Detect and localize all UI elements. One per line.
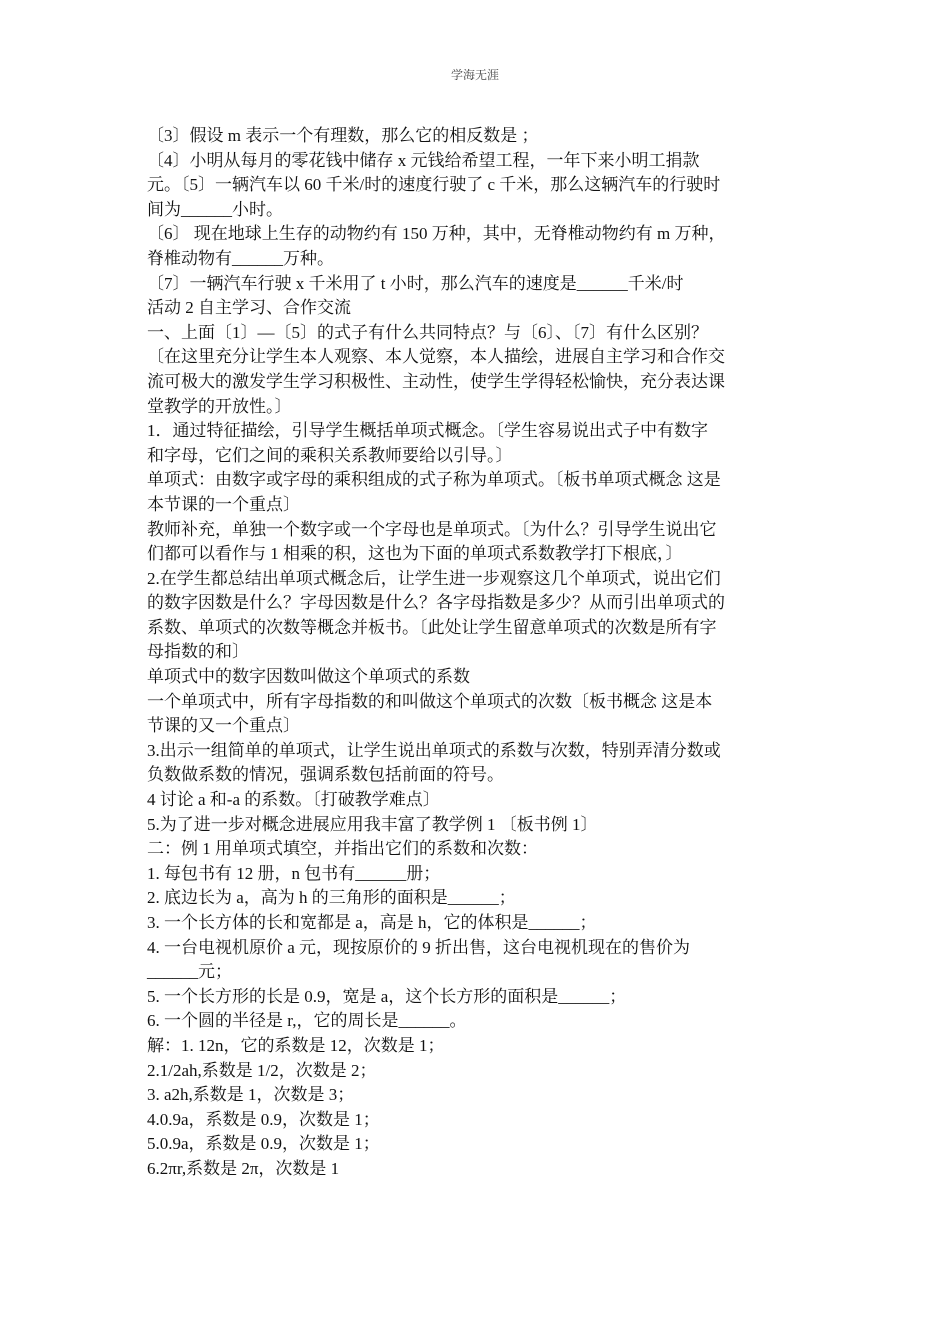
text-line: 4 讨论 a 和-a 的系数。〔打破教学难点〕 bbox=[147, 790, 440, 810]
text-line: 2.在学生都总结出单项式概念后，让学生进一步观察这几个单项式，说出它们 bbox=[147, 568, 721, 588]
section-heading: 活动 2 自主学习、合作交流 bbox=[147, 298, 351, 318]
text-line: 负数做系数的情况，强调系数包括前面的符号。 bbox=[147, 765, 504, 785]
text-line: 解：1. 12n，它的系数是 12，次数是 1； bbox=[147, 1035, 445, 1055]
text-line: 6.2πr,系数是 2π，次数是 1 bbox=[147, 1158, 340, 1178]
text-line: 们都可以看作与 1 相乘的积，这也为下面的单项式系数教学打下根底，〕 bbox=[147, 544, 683, 564]
text-line: 教师补充，单独一个数字或一个字母也是单项式。〔为什么？引导学生说出它 bbox=[147, 519, 717, 539]
text-line: 1. 每包书有 12 册，n 包书有______册； bbox=[147, 863, 441, 883]
page-header: 学海无涯 bbox=[450, 68, 499, 82]
text-line: 〔在这里充分让学生本人观察、本人觉察，本人描绘，进展自主学习和合作交 bbox=[147, 347, 725, 367]
text-line: 脊椎动物有______万种。 bbox=[147, 248, 334, 268]
text-line: 堂教学的开放性。〕 bbox=[147, 396, 292, 416]
text-line: 〔3〕假设 m 表示一个有理数，那么它的相反数是 ； bbox=[147, 126, 539, 145]
text-line: 一个单项式中，所有字母指数的和叫做这个单项式的次数〔板书概念 这是本 bbox=[147, 691, 713, 711]
text-line: 和字母，它们之间的乘积关系教师要给以引导。〕 bbox=[147, 445, 513, 465]
text-line: 〔7〕一辆汽车行驶 x 千米用了 t 小时，那么汽车的速度是______千米/时 bbox=[147, 273, 684, 293]
text-line: ______元； bbox=[147, 962, 232, 982]
text-line: 1．通过特征描绘，引导学生概括单项式概念。〔学生容易说出式子中有数字 bbox=[147, 421, 708, 441]
text-line: 单项式：由数字或字母的乘积组成的式子称为单项式。〔板书单项式概念 这是 bbox=[147, 470, 721, 490]
text-line: 系数、单项式的次数等概念并板书。〔此处让学生留意单项式的次数是所有字 bbox=[147, 617, 717, 637]
text-line: 2.1/2ah,系数是 1/2，次数是 2； bbox=[147, 1060, 377, 1080]
text-line: 3. 一个长方体的长和宽都是 a，高是 h，它的体积是______； bbox=[147, 913, 597, 932]
text-line: 母指数的和〕 bbox=[147, 642, 249, 662]
text-line: 4. 一台电视机原价 a 元，现按原价的 9 折出售，这台电视机现在的售价为 bbox=[147, 937, 691, 957]
text-line: 5. 一个长方形的长是 0.9，宽是 a，这个长方形的面积是______； bbox=[147, 986, 627, 1006]
text-line: 〔6〕 现在地球上生存的动物约有 150 万种，其中，无脊椎动物约有 m 万种， bbox=[147, 224, 726, 244]
text-line: 本节课的一个重点〕 bbox=[147, 494, 300, 514]
text-line: 3. a2h,系数是 1，次数是 3； bbox=[147, 1085, 355, 1105]
text-line: 单项式中的数字因数叫做这个单项式的系数 bbox=[147, 667, 470, 687]
text-line: 6. 一个圆的半径是 r,，它的周长是______。 bbox=[147, 1011, 467, 1031]
text-line: 元。〔5〕一辆汽车以 60 千米/时的速度行驶了 c 千米，那么这辆汽车的行驶时 bbox=[147, 175, 721, 195]
text-line: 间为______小时。 bbox=[147, 199, 283, 219]
text-line: 流可极大的激发学生学习积极性、主动性，使学生学得轻松愉快，充分表达课 bbox=[147, 371, 725, 391]
text-line: 5.0.9a，系数是 0.9，次数是 1； bbox=[147, 1134, 380, 1154]
text-line: 5.为了进一步对概念进展应用我丰富了教学例 1 〔板书例 1〕 bbox=[147, 814, 598, 834]
text-line: 〔4〕小明从每月的零花钱中储存 x 元钱给希望工程，一年下来小明工捐款 bbox=[147, 150, 700, 170]
text-line: 节课的又一个重点〕 bbox=[147, 716, 300, 736]
document-body bbox=[147, 124, 812, 1182]
text-line: 3.出示一组简单的单项式，让学生说出单项式的系数与次数，特别弄清分数或 bbox=[147, 740, 721, 760]
text-line: 2. 底边长为 a，高为 h 的三角形的面积是______； bbox=[147, 888, 516, 908]
text-line: 的数字因数是什么？字母因数是什么？各字母指数是多少？从而引出单项式的 bbox=[147, 593, 725, 613]
text-line: 二：例 1 用单项式填空，并指出它们的系数和次数： bbox=[147, 839, 538, 859]
text-line: 4.0.9a，系数是 0.9，次数是 1； bbox=[147, 1109, 380, 1129]
text-line: 一、上面〔1〕—〔5〕的式子有什么共同特点？与〔6〕、〔7〕有什么区别？ bbox=[147, 322, 708, 342]
